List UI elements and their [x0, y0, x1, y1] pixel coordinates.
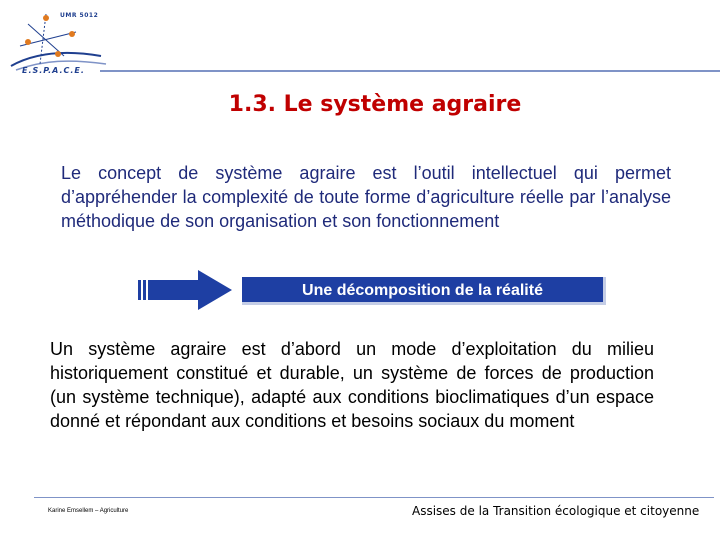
logo-name: E.S.P.A.C.E.: [22, 66, 85, 75]
footer-divider: [34, 497, 714, 498]
logo-umr-label: UMR 5012: [60, 12, 99, 19]
header-divider: [100, 70, 720, 72]
footer-event: Assises de la Transition écologique et citoyenne: [412, 504, 700, 518]
decomposition-box: Une décomposition de la réalité: [242, 277, 606, 305]
footer-author: Karine Emsellem – Agriculture: [48, 508, 129, 514]
agrarian-system-paragraph: Un système agraire est d’abord un mode d’exploitation du milieu historiquement constitué et durable, un système de forces de production (un système technique), adapté aux conditions bioclimatiques d’un espace donné et répondant aux conditions et besoins sociaux du moment: [50, 339, 654, 431]
right-arrow-icon: [138, 270, 232, 310]
slide-title: 1.3. Le système agraire: [228, 92, 522, 117]
definition-paragraph: Le concept de système agraire est l’outil intellectuel qui permet d’appréhender la complexité de toute forme d’agriculture réelle par l’analyse méthodique de son organisation et son fonctionnement: [61, 163, 671, 231]
